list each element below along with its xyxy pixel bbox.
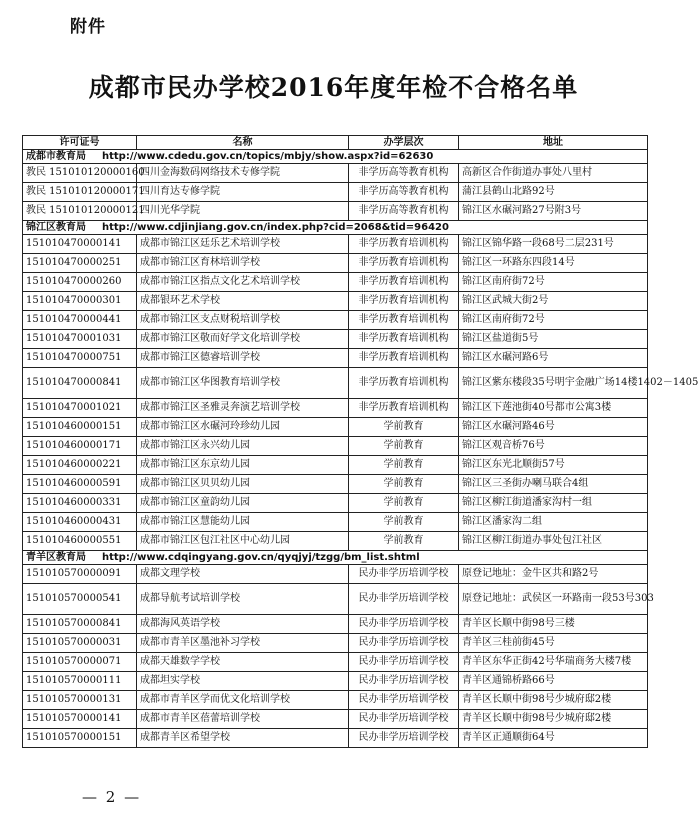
table-header-row xyxy=(23,136,648,150)
level-cell: 学前教育 xyxy=(349,437,459,456)
level-cell: 非学历高等教育机构 xyxy=(349,164,459,183)
section-name: 成都市教育局 xyxy=(26,150,86,162)
name-cell: 四川育达专修学院 xyxy=(137,183,349,202)
level-cell: 非学历教育培训机构 xyxy=(349,368,459,399)
level-cell: 学前教育 xyxy=(349,494,459,513)
level-cell: 民办非学历培训学校 xyxy=(349,710,459,729)
name-cell: 成都市锦江区廷乐艺术培训学校 xyxy=(137,235,349,254)
table-row xyxy=(23,418,648,437)
license-cell: 151010570000091 xyxy=(23,565,137,584)
table-row xyxy=(23,164,648,183)
section-name: 青羊区教育局 xyxy=(26,551,86,563)
header-name: 名称 xyxy=(137,136,349,150)
header-license: 许可证号 xyxy=(23,136,137,150)
name-cell: 成都市青羊区学而优文化培训学校 xyxy=(137,691,349,710)
address-cell: 锦江区三圣街办喇马联合4组 xyxy=(459,475,648,494)
name-cell: 成都坦实学校 xyxy=(137,672,349,691)
table-row xyxy=(23,565,648,584)
table-row xyxy=(23,691,648,710)
table-row xyxy=(23,532,648,551)
address-cell: 锦江区水碾河路27号附3号 xyxy=(459,202,648,221)
address-cell: 青羊区三桂前街45号 xyxy=(459,634,648,653)
table-row xyxy=(23,235,648,254)
name-cell: 成都市锦江区东京幼儿园 xyxy=(137,456,349,475)
level-cell: 民办非学历培训学校 xyxy=(349,672,459,691)
level-cell: 非学历教育培训机构 xyxy=(349,330,459,349)
table-row xyxy=(23,672,648,691)
level-cell: 非学历高等教育机构 xyxy=(349,183,459,202)
license-cell: 151010470001021 xyxy=(23,399,137,418)
table-row xyxy=(23,399,648,418)
table-row xyxy=(23,368,648,399)
address-cell: 青羊区长顺中街98号少城府邸2楼 xyxy=(459,691,648,710)
table-row xyxy=(23,456,648,475)
address-cell: 锦江区潘家沟二组 xyxy=(459,513,648,532)
table-row xyxy=(23,183,648,202)
license-cell: 151010460000331 xyxy=(23,494,137,513)
table-body xyxy=(23,150,698,748)
name-cell: 成都市锦江区童韵幼儿园 xyxy=(137,494,349,513)
table-row xyxy=(23,202,648,221)
name-cell: 成都青羊区希望学校 xyxy=(137,729,349,748)
license-cell: 教民 151010120000160 xyxy=(23,164,137,183)
license-cell: 151010570000071 xyxy=(23,653,137,672)
address-cell: 锦江区水碾河路46号 xyxy=(459,418,648,437)
table-row xyxy=(23,349,648,368)
license-cell: 151010470001031 xyxy=(23,330,137,349)
name-cell: 成都银环艺术学校 xyxy=(137,292,349,311)
table-row xyxy=(23,513,648,532)
level-cell: 非学历高等教育机构 xyxy=(349,202,459,221)
section-cell xyxy=(23,551,648,565)
table-row xyxy=(23,475,648,494)
address-cell: 锦江区锦华路一段68号二层231号 xyxy=(459,235,648,254)
level-cell: 学前教育 xyxy=(349,532,459,551)
attachment-label: 附件 xyxy=(70,17,106,37)
address-cell: 锦江区一环路东四段14号 xyxy=(459,254,648,273)
name-cell: 成都市锦江区支点财税培训学校 xyxy=(137,311,349,330)
level-cell: 学前教育 xyxy=(349,418,459,437)
license-cell: 151010570000151 xyxy=(23,729,137,748)
table-row xyxy=(23,615,648,634)
name-cell: 成都海风英语学校 xyxy=(137,615,349,634)
section-row xyxy=(23,551,648,565)
license-cell: 151010570000141 xyxy=(23,710,137,729)
license-cell: 151010470000141 xyxy=(23,235,137,254)
address-cell: 锦江区水碾河路6号 xyxy=(459,349,648,368)
address-cell: 原登记地址：金牛区共和路2号 xyxy=(459,565,648,584)
license-cell: 教民 151010120000171 xyxy=(23,183,137,202)
section-cell xyxy=(23,150,648,164)
license-cell: 151010470000251 xyxy=(23,254,137,273)
address-cell: 锦江区柳江街道潘家沟村一组 xyxy=(459,494,648,513)
address-cell: 原登记地址：武侯区一环路南一段53号303 xyxy=(459,584,648,615)
table-row xyxy=(23,494,648,513)
address-cell: 锦江区下莲池街40号都市公寓3楼 xyxy=(459,399,648,418)
level-cell: 非学历教育培训机构 xyxy=(349,235,459,254)
level-cell: 民办非学历培训学校 xyxy=(349,691,459,710)
level-cell: 学前教育 xyxy=(349,456,459,475)
address-cell: 蒲江县鹤山北路92号 xyxy=(459,183,648,202)
address-cell: 锦江区紫东楼段35号明宇金融广场14楼1402－1405 xyxy=(459,368,648,399)
level-cell: 非学历教育培训机构 xyxy=(349,349,459,368)
license-cell: 151010470000841 xyxy=(23,368,137,399)
address-cell: 锦江区东光北顺街57号 xyxy=(459,456,648,475)
name-cell: 成都市青羊区墨池补习学校 xyxy=(137,634,349,653)
license-cell: 151010570000111 xyxy=(23,672,137,691)
address-cell: 锦江区南府街72号 xyxy=(459,311,648,330)
table-row xyxy=(23,584,648,615)
level-cell: 学前教育 xyxy=(349,475,459,494)
license-cell: 151010460000151 xyxy=(23,418,137,437)
name-cell: 成都市锦江区贝贝幼儿园 xyxy=(137,475,349,494)
address-cell: 青羊区东华正街42号华瑞商务大楼7楼 xyxy=(459,653,648,672)
level-cell: 非学历教育培训机构 xyxy=(349,399,459,418)
table-row xyxy=(23,254,648,273)
name-cell: 成都市锦江区德睿培训学校 xyxy=(137,349,349,368)
table-row xyxy=(23,437,648,456)
page-number: — 2 — xyxy=(82,788,142,806)
name-cell: 成都市锦江区育林培训学校 xyxy=(137,254,349,273)
name-cell: 成都市锦江区永兴幼儿园 xyxy=(137,437,349,456)
name-cell: 成都天雄数学学校 xyxy=(137,653,349,672)
name-cell: 四川金海数码网络技术专修学院 xyxy=(137,164,349,183)
level-cell: 非学历教育培训机构 xyxy=(349,254,459,273)
level-cell: 民办非学历培训学校 xyxy=(349,634,459,653)
table-row xyxy=(23,710,648,729)
address-cell: 锦江区柳江街道办事处包江社区 xyxy=(459,532,648,551)
section-row xyxy=(23,221,648,235)
license-cell: 151010470000441 xyxy=(23,311,137,330)
license-cell: 151010470000301 xyxy=(23,292,137,311)
name-cell: 成都市青羊区蓓蕾培训学校 xyxy=(137,710,349,729)
name-cell: 成都导航考试培训学校 xyxy=(137,584,349,615)
section-row xyxy=(23,150,648,164)
name-cell: 成都市锦江区敬而好学文化培训学校 xyxy=(137,330,349,349)
name-cell: 成都市锦江区指点文化艺术培训学校 xyxy=(137,273,349,292)
level-cell: 民办非学历培训学校 xyxy=(349,565,459,584)
address-cell: 锦江区武城大街2号 xyxy=(459,292,648,311)
header-address: 地址 xyxy=(459,136,648,150)
level-cell: 民办非学历培训学校 xyxy=(349,584,459,615)
license-cell: 151010470000751 xyxy=(23,349,137,368)
table-row xyxy=(23,273,648,292)
license-cell: 教民 151010120000121 xyxy=(23,202,137,221)
level-cell: 学前教育 xyxy=(349,513,459,532)
name-cell: 成都市锦江区慧能幼儿园 xyxy=(137,513,349,532)
license-cell: 151010470000260 xyxy=(23,273,137,292)
license-cell: 151010570000031 xyxy=(23,634,137,653)
name-cell: 成都文理学校 xyxy=(137,565,349,584)
section-cell xyxy=(23,221,648,235)
level-cell: 非学历教育培训机构 xyxy=(349,292,459,311)
license-cell: 151010460000591 xyxy=(23,475,137,494)
level-cell: 非学历教育培训机构 xyxy=(349,273,459,292)
name-cell: 成都市锦江区圣雅灵奔演艺培训学校 xyxy=(137,399,349,418)
table-row xyxy=(23,729,648,748)
license-cell: 151010460000171 xyxy=(23,437,137,456)
table-row xyxy=(23,311,648,330)
name-cell: 四川光华学院 xyxy=(137,202,349,221)
license-cell: 151010570000541 xyxy=(23,584,137,615)
level-cell: 民办非学历培训学校 xyxy=(349,729,459,748)
address-cell: 青羊区长顺中街98号三楼 xyxy=(459,615,648,634)
section-url: http://www.cdqingyang.gov.cn/qyqjyj/tzgg/bm_list.shtml xyxy=(102,551,420,563)
section-url: http://www.cdedu.gov.cn/topics/mbjy/show.aspx?id=62630 xyxy=(102,150,434,162)
address-cell: 青羊区长顺中街98号少城府邸2楼 xyxy=(459,710,648,729)
table-row xyxy=(23,330,648,349)
name-cell: 成都市锦江区华图教育培训学校 xyxy=(137,368,349,399)
license-cell: 151010460000431 xyxy=(23,513,137,532)
address-cell: 高新区合作街道办事处八里村 xyxy=(459,164,648,183)
license-cell: 151010460000221 xyxy=(23,456,137,475)
license-cell: 151010570000841 xyxy=(23,615,137,634)
table-row xyxy=(23,653,648,672)
document-title: 成都市民办学校2016年度年检不合格名单 xyxy=(88,73,579,102)
address-cell: 锦江区盐道街5号 xyxy=(459,330,648,349)
level-cell: 民办非学历培训学校 xyxy=(349,615,459,634)
section-name: 锦江区教育局 xyxy=(26,221,86,233)
address-cell: 青羊区通锦桥路66号 xyxy=(459,672,648,691)
address-cell: 青羊区正通顺街64号 xyxy=(459,729,648,748)
section-url: http://www.cdjinjiang.gov.cn/index.php?cid=2068&tid=96420 xyxy=(102,221,449,233)
address-cell: 锦江区南府街72号 xyxy=(459,273,648,292)
license-cell: 151010460000551 xyxy=(23,532,137,551)
license-cell: 151010570000131 xyxy=(23,691,137,710)
level-cell: 非学历教育培训机构 xyxy=(349,311,459,330)
table-row xyxy=(23,634,648,653)
school-list-table xyxy=(22,135,698,748)
level-cell: 民办非学历培训学校 xyxy=(349,653,459,672)
address-cell: 锦江区观音桥76号 xyxy=(459,437,648,456)
header-level: 办学层次 xyxy=(349,136,459,150)
table-row xyxy=(23,292,648,311)
name-cell: 成都市锦江区包江社区中心幼儿园 xyxy=(137,532,349,551)
name-cell: 成都市锦江区水碾河玲珍幼儿园 xyxy=(137,418,349,437)
